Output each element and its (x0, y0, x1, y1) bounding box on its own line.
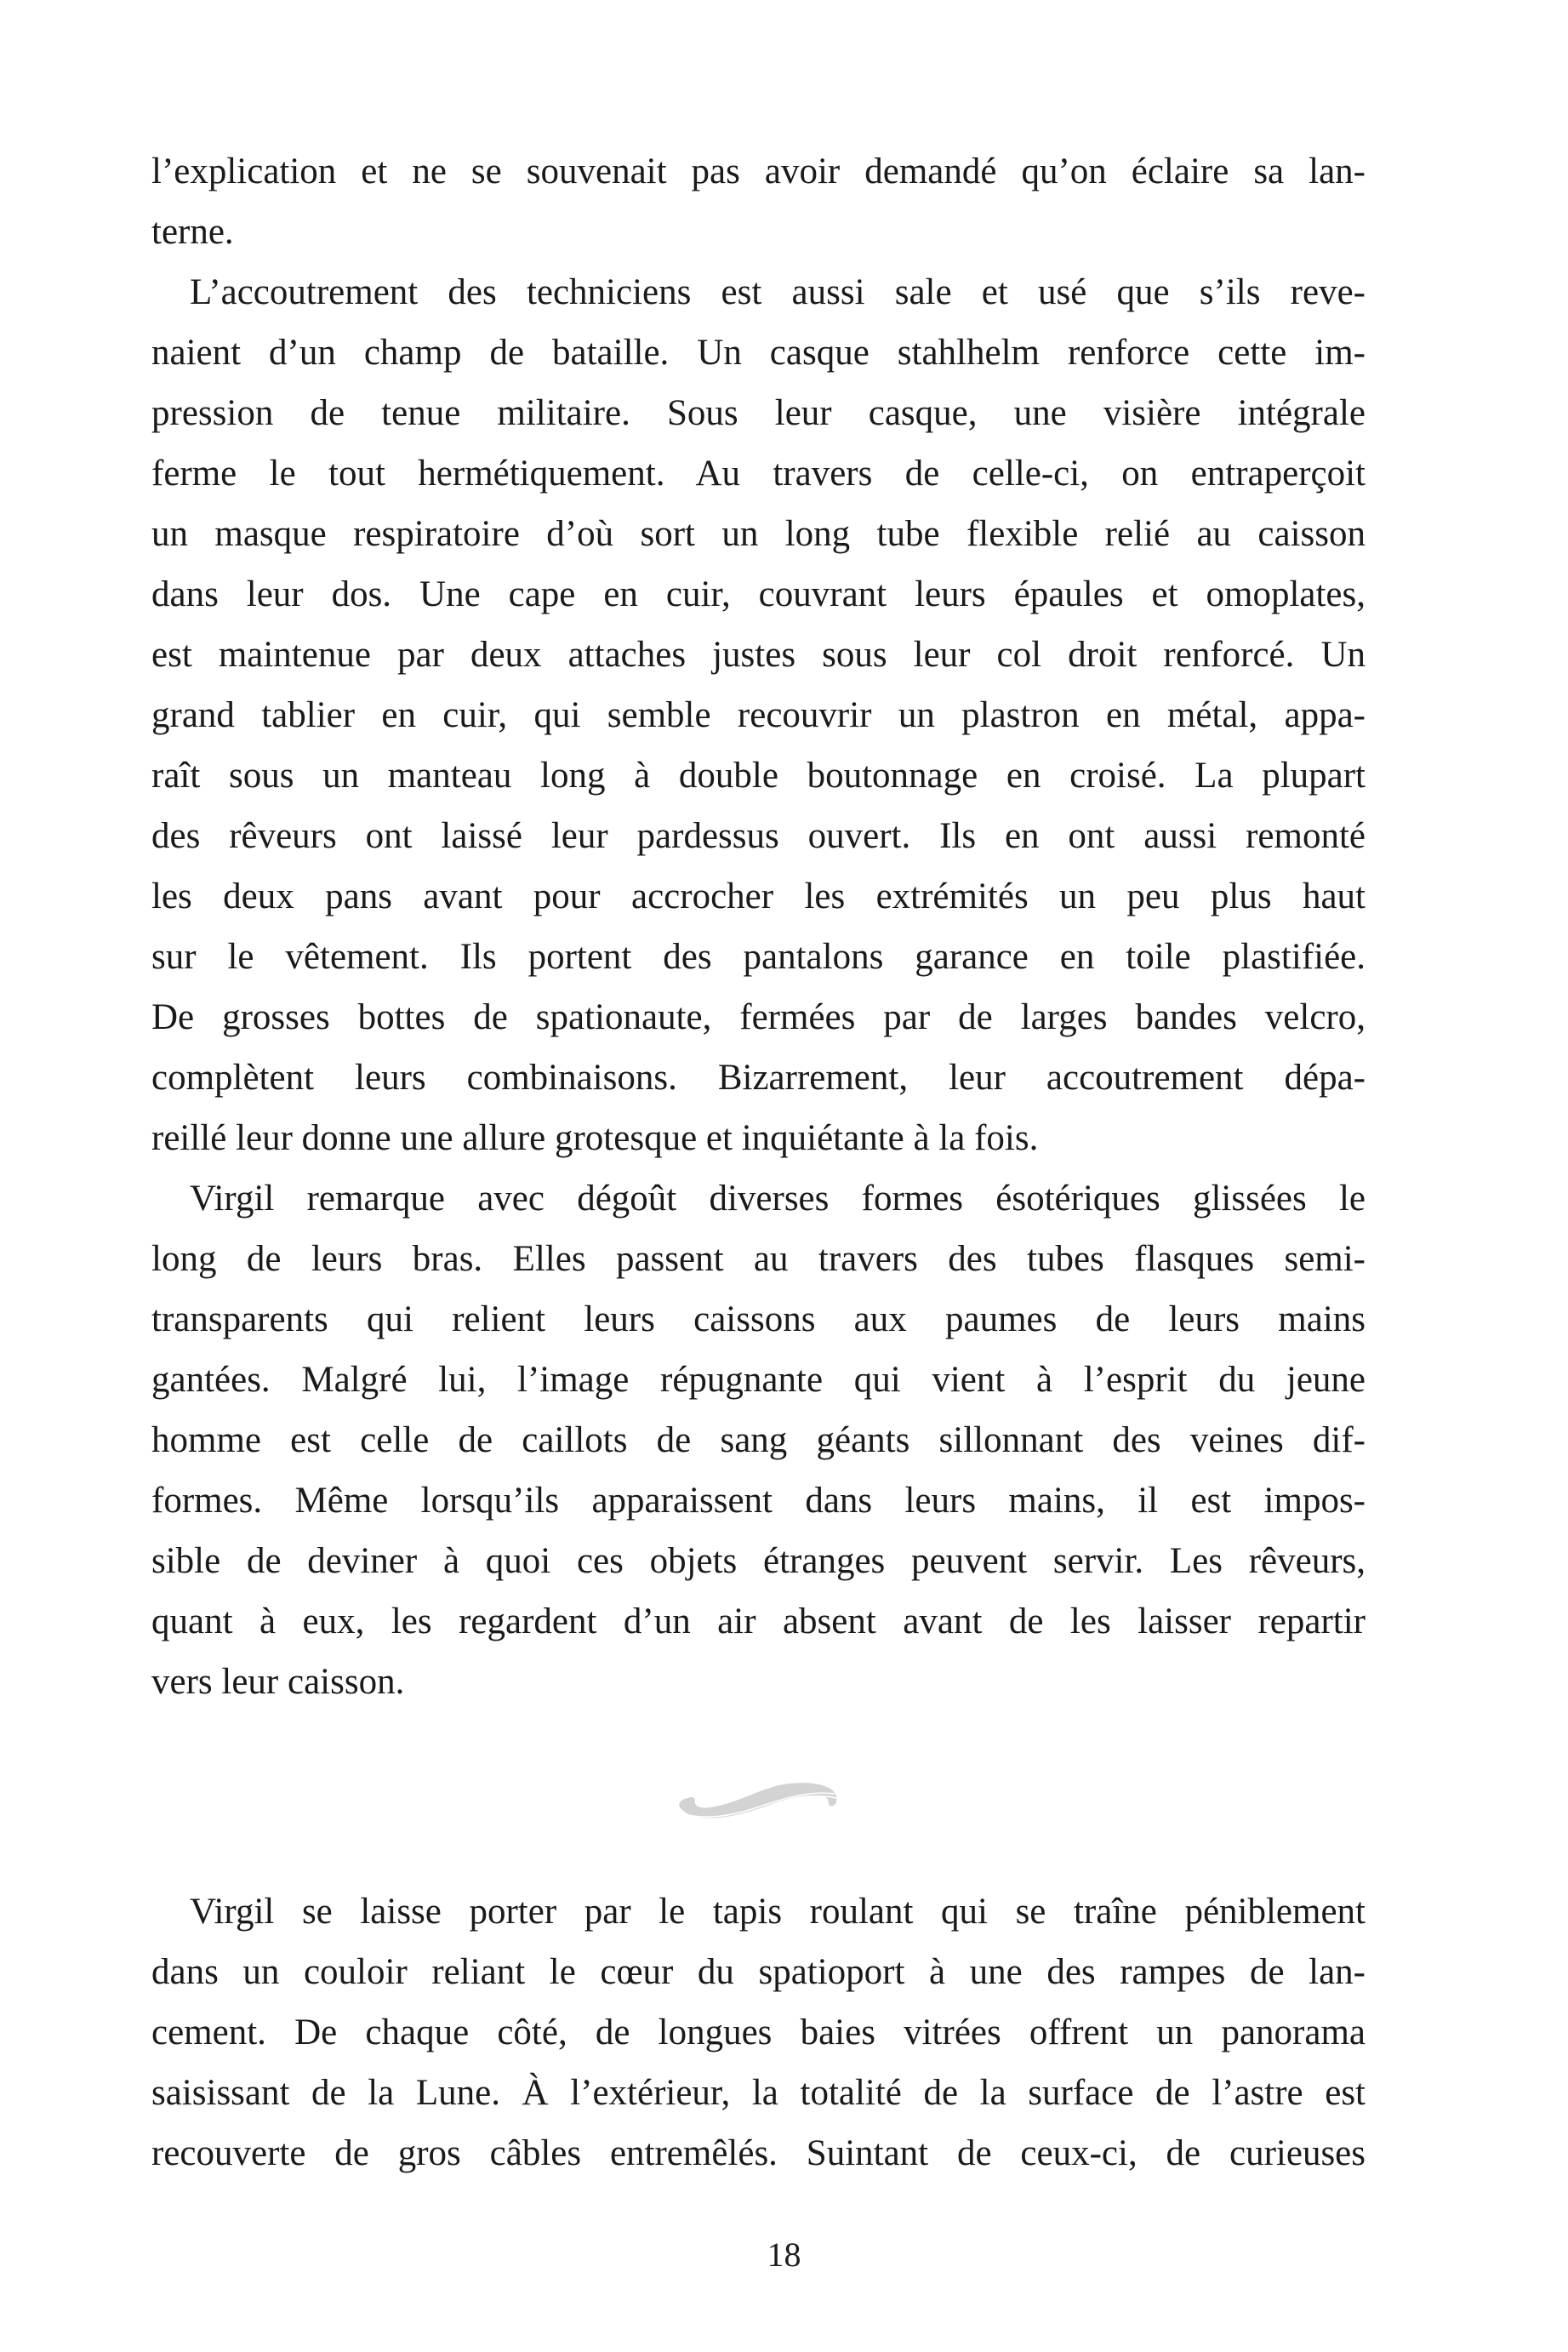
text-line: les deux pans avant pour accrocher les extrémités un peu plus haut (151, 876, 1366, 916)
text-line: cement. De chaque côté, de longues baies vitrées offrent un panorama (151, 2012, 1366, 2052)
paragraph (151, 141, 1366, 262)
text-line: est maintenue par deux attaches justes sous leur col droit renforcé. Un (151, 635, 1366, 675)
text-line: dans leur dos. Une cape en cuir, couvrant leurs épaules et omoplates, (151, 574, 1366, 614)
text-line: naient d’un champ de bataille. Un casque stahlhelm renforce cette im- (151, 333, 1366, 373)
text-line: sur le vêtement. Ils portent des pantalons garance en toile plastifiée. (151, 937, 1366, 977)
text-line: un masque respiratoire d’où sort un long tube flexible relié au caisson (151, 514, 1366, 554)
text-line: ferme le tout hermétiquement. Au travers de celle-ci, on entraperçoit (151, 454, 1366, 494)
text-line: gantées. Malgré lui, l’image répugnante qui vient à l’esprit du jeune (151, 1360, 1366, 1400)
page-number: 18 (767, 2235, 801, 2274)
text-section-1 (151, 141, 1366, 1712)
text-line: De grosses bottes de spationaute, fermées par de larges bandes velcro, (151, 997, 1366, 1037)
text-section-2 (151, 1881, 1366, 2184)
text-line: sible de deviner à quoi ces objets étranges peuvent servir. Les rêveurs, (151, 1541, 1366, 1581)
text-line: dans un couloir reliant le cœur du spatioport à une des rampes de lan- (151, 1952, 1366, 1992)
fleuron-swash-icon (668, 1770, 851, 1847)
text-line: des rêveurs ont laissé leur pardessus ouvert. Ils en ont aussi remonté (151, 816, 1366, 856)
text-line: L’accoutrement des techniciens est aussi sale et usé que s’ils reve- (190, 272, 1366, 312)
text-line: terne. (151, 212, 234, 252)
text-line: Virgil se laisse porter par le tapis roulant qui se traîne péniblement (190, 1892, 1366, 1932)
text-line: l’explication et ne se souvenait pas avoir demandé qu’on éclaire sa lan- (151, 151, 1366, 191)
paragraph (151, 1881, 1366, 2184)
text-line: Virgil remarque avec dégoût diverses formes ésotériques glissées le (190, 1179, 1366, 1219)
text-line: grand tablier en cuir, qui semble recouvrir un plastron en métal, appa- (151, 695, 1366, 735)
text-line: saisissant de la Lune. À l’extérieur, la totalité de la surface de l’astre est (151, 2073, 1366, 2113)
text-line: pression de tenue militaire. Sous leur casque, une visière intégrale (151, 393, 1366, 433)
paragraph (151, 1168, 1366, 1712)
text-line: vers leur caisson. (151, 1662, 405, 1702)
text-line: long de leurs bras. Elles passent au travers des tubes flasques semi- (151, 1239, 1366, 1279)
paragraph (151, 262, 1366, 1168)
text-line: transparents qui relient leurs caissons aux paumes de leurs mains (151, 1299, 1366, 1339)
text-line: quant à eux, les regardent d’un air absent avant de les laisser repartir (151, 1601, 1366, 1641)
text-line: reillé leur donne une allure grotesque et inquiétante à la fois. (151, 1118, 1039, 1158)
text-line: recouverte de gros câbles entremêlés. Suintant de ceux-ci, de curieuses (151, 2133, 1366, 2173)
text-line: complètent leurs combinaisons. Bizarrement, leur accoutrement dépa- (151, 1058, 1366, 1098)
text-line: formes. Même lorsqu’ils apparaissent dans leurs mains, il est impos- (151, 1481, 1366, 1521)
text-line: homme est celle de caillots de sang géants sillonnant des veines dif- (151, 1420, 1366, 1460)
text-line: raît sous un manteau long à double boutonnage en croisé. La plupart (151, 756, 1366, 796)
